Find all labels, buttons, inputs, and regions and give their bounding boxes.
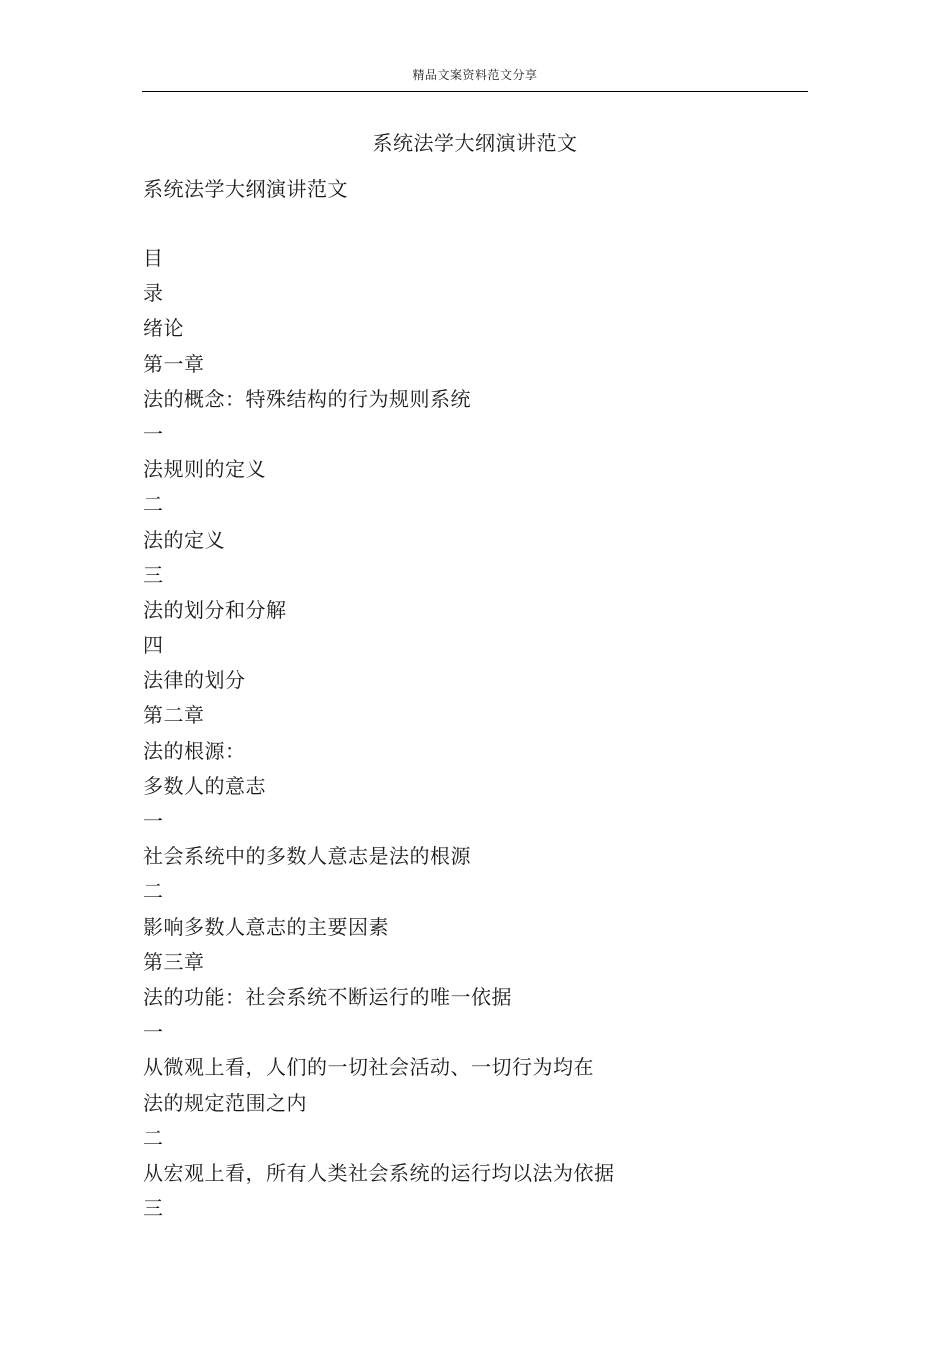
page-header: 精品文案资料范文分享 xyxy=(412,68,538,82)
toc-line: 从宏观上看，所有人类社会系统的运行均以法为依据 xyxy=(143,1160,615,1185)
header-rule xyxy=(142,91,808,92)
toc-line: 法律的划分 xyxy=(143,668,246,693)
toc-line: 三 xyxy=(143,1196,164,1221)
toc-line: 法的功能：社会系统不断运行的唯一依据 xyxy=(143,984,512,1009)
toc-line: 社会系统中的多数人意志是法的根源 xyxy=(143,844,471,869)
toc-line: 一 xyxy=(143,809,164,833)
toc-line: 二 xyxy=(143,492,164,517)
toc-line: 法的根源： xyxy=(143,738,246,763)
toc-line: 多数人的意志 xyxy=(143,773,266,798)
toc-line: 第一章 xyxy=(143,351,205,376)
toc-line: 第三章 xyxy=(143,949,205,974)
document-subtitle: 系统法学大纲演讲范文 xyxy=(143,177,348,201)
toc-line: 法的定义 xyxy=(143,527,225,552)
toc-line: 录 xyxy=(143,281,164,306)
toc-line: 三 xyxy=(143,562,164,587)
toc-line: 一 xyxy=(143,421,164,446)
toc-line: 影响多数人意志的主要因素 xyxy=(143,914,389,939)
table-of-contents xyxy=(143,243,823,1228)
toc-line: 二 xyxy=(143,879,164,904)
toc-line: 第二章 xyxy=(143,703,205,728)
toc-line: 一 xyxy=(143,1020,164,1045)
toc-line: 法的规定范围之内 xyxy=(143,1090,307,1115)
toc-line: 绪论 xyxy=(143,316,184,341)
toc-line: 目 xyxy=(143,246,164,270)
document-title: 系统法学大纲演讲范文 xyxy=(372,131,578,155)
toc-line: 法规则的定义 xyxy=(143,457,266,482)
toc-line: 法的概念：特殊结构的行为规则系统 xyxy=(143,386,471,411)
toc-line: 二 xyxy=(143,1125,164,1150)
toc-line: 法的划分和分解 xyxy=(143,597,287,622)
toc-line: 四 xyxy=(143,633,164,658)
toc-line: 从微观上看，人们的一切社会活动、一切行为均在 xyxy=(143,1055,594,1080)
